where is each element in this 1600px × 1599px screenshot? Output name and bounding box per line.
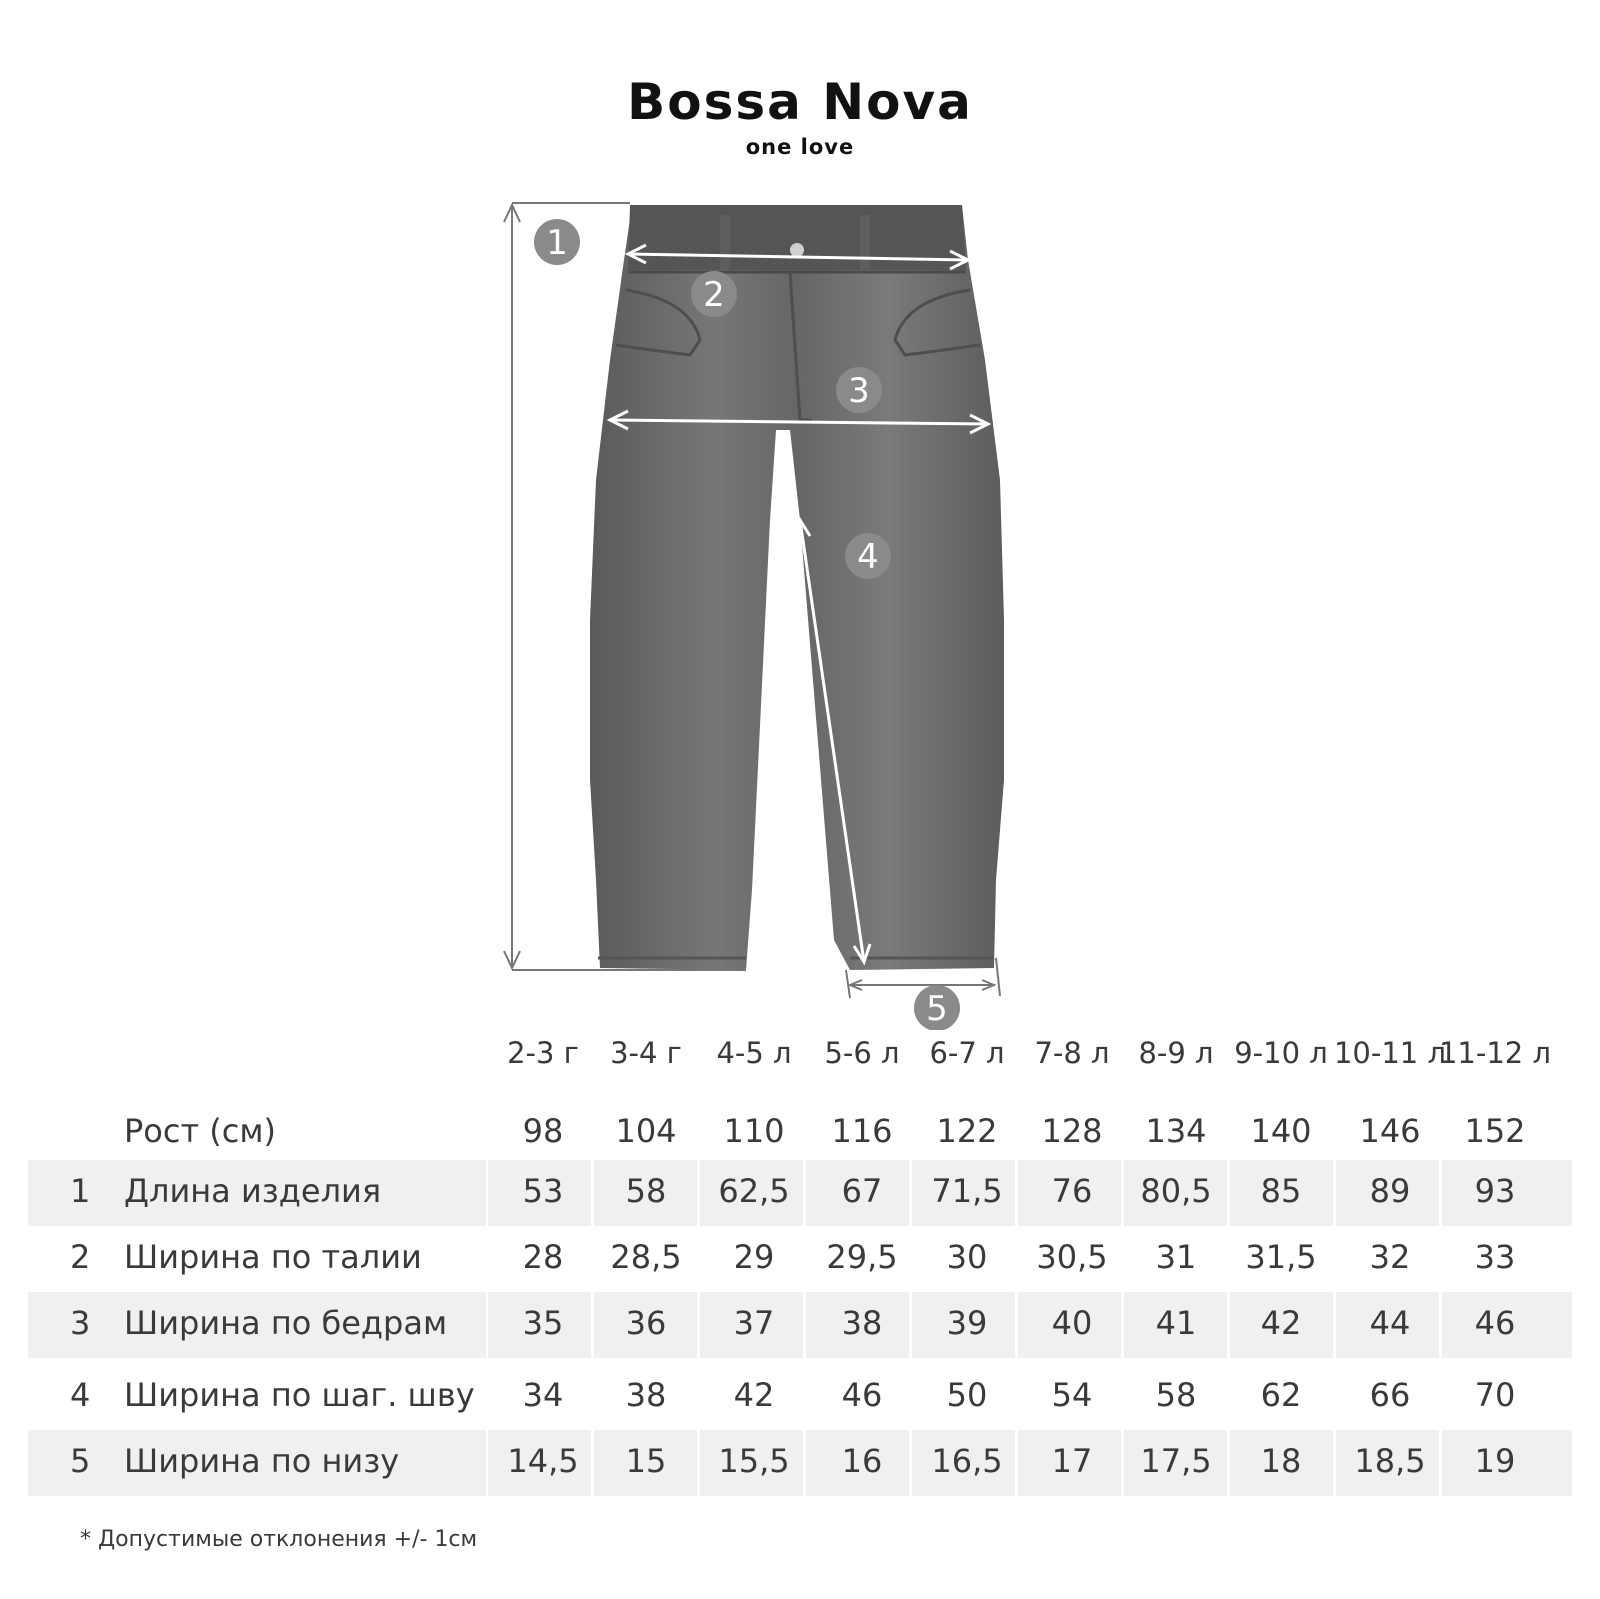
label-4-badge — [845, 533, 891, 579]
label-5-text: 5 — [926, 989, 948, 1029]
row-number: 3 — [70, 1304, 91, 1342]
table-cell: 16,5 — [931, 1442, 1003, 1480]
table-cell: 152 — [1464, 1112, 1526, 1150]
table-cell: 146 — [1359, 1112, 1421, 1150]
size-header-cell: 11-12 л — [1438, 1036, 1552, 1070]
size-header-cell: 4-5 л — [716, 1036, 792, 1070]
table-cell: 62,5 — [718, 1172, 790, 1210]
table-cell: 17 — [1051, 1442, 1093, 1480]
size-header-cell: 5-6 л — [824, 1036, 900, 1070]
table-cell: 32 — [1369, 1238, 1411, 1276]
table-cell: 30 — [946, 1238, 988, 1276]
table-cell: 28 — [522, 1238, 564, 1276]
table-cell: 98 — [522, 1112, 564, 1150]
table-cell: 15 — [625, 1442, 667, 1480]
table-cell: 66 — [1369, 1376, 1411, 1414]
jeans-image — [590, 205, 1004, 970]
table-cell: 140 — [1250, 1112, 1312, 1150]
table-cell: 104 — [615, 1112, 677, 1150]
label-3-text: 3 — [848, 371, 870, 411]
table-cell: 71,5 — [931, 1172, 1003, 1210]
row-number: 2 — [70, 1238, 91, 1276]
table-cell: 85 — [1260, 1172, 1302, 1210]
row-number: 5 — [70, 1442, 91, 1480]
table-cell: 38 — [625, 1376, 667, 1414]
table-cell: 15,5 — [718, 1442, 790, 1480]
row-label: Ширина по бедрам — [124, 1304, 448, 1342]
size-header-cell: 8-9 л — [1138, 1036, 1214, 1070]
table-cell: 30,5 — [1036, 1238, 1108, 1276]
table-cell: 89 — [1369, 1172, 1411, 1210]
table-row — [28, 1100, 1572, 1162]
table-cell: 38 — [841, 1304, 883, 1342]
table-row — [28, 1364, 1572, 1432]
table-cell: 40 — [1051, 1304, 1093, 1342]
label-1-badge — [534, 219, 580, 265]
footnote: * Допустимые отклонения +/- 1см — [80, 1527, 478, 1552]
table-cell: 29,5 — [826, 1238, 898, 1276]
table-cell: 14,5 — [507, 1442, 579, 1480]
table-cell: 36 — [625, 1304, 667, 1342]
table-cell: 62 — [1260, 1376, 1302, 1414]
label-1-text: 1 — [546, 223, 568, 263]
table-row — [28, 1430, 1572, 1496]
table-cell: 31 — [1155, 1238, 1197, 1276]
row-label: Ширина по талии — [124, 1238, 422, 1276]
table-row — [28, 1226, 1572, 1292]
label-2-badge — [691, 271, 737, 317]
table-cell: 80,5 — [1140, 1172, 1212, 1210]
table-cell: 35 — [522, 1304, 564, 1342]
brand-logo — [0, 70, 1600, 160]
table-cell: 33 — [1474, 1238, 1516, 1276]
brand-tagline: one love — [745, 135, 855, 159]
table-cell: 54 — [1051, 1376, 1093, 1414]
table-row — [28, 1160, 1572, 1226]
row-label: Рост (см) — [124, 1112, 276, 1150]
table-cell: 42 — [733, 1376, 775, 1414]
brand-name: Bossa Nova — [627, 73, 973, 131]
table-cell: 16 — [841, 1442, 883, 1480]
table-cell: 29 — [733, 1238, 775, 1276]
table-cell: 28,5 — [610, 1238, 682, 1276]
table-cell: 41 — [1155, 1304, 1197, 1342]
row-number: 4 — [70, 1376, 91, 1414]
size-header-cell: 3-4 г — [610, 1036, 682, 1070]
table-cell: 31,5 — [1245, 1238, 1317, 1276]
label-5-badge — [914, 985, 960, 1030]
row-label: Длина изделия — [124, 1172, 382, 1210]
row-label: Ширина по шаг. шву — [124, 1376, 475, 1414]
table-cell: 128 — [1041, 1112, 1103, 1150]
table-cell: 93 — [1474, 1172, 1516, 1210]
label-4-text: 4 — [857, 537, 879, 577]
size-header-row — [28, 1030, 1572, 1076]
size-header-cell: 2-3 г — [507, 1036, 579, 1070]
table-cell: 116 — [831, 1112, 893, 1150]
table-cell: 19 — [1474, 1442, 1516, 1480]
table-cell: 37 — [733, 1304, 775, 1342]
table-cell: 70 — [1474, 1376, 1516, 1414]
table-cell: 50 — [946, 1376, 988, 1414]
table-cell: 46 — [841, 1376, 883, 1414]
table-cell: 110 — [723, 1112, 785, 1150]
table-cell: 46 — [1474, 1304, 1516, 1342]
size-header-cell: 9-10 л — [1234, 1036, 1328, 1070]
label-2-text: 2 — [703, 275, 725, 315]
table-cell: 39 — [946, 1304, 988, 1342]
table-cell: 58 — [625, 1172, 667, 1210]
table-cell: 18,5 — [1354, 1442, 1426, 1480]
size-header-cell: 6-7 л — [929, 1036, 1005, 1070]
size-header-cell: 7-8 л — [1034, 1036, 1110, 1070]
table-cell: 122 — [936, 1112, 998, 1150]
jeans-measurement-diagram — [0, 180, 1600, 1030]
table-cell: 44 — [1369, 1304, 1411, 1342]
table-cell: 67 — [841, 1172, 883, 1210]
table-cell: 76 — [1051, 1172, 1093, 1210]
table-row — [28, 1292, 1572, 1358]
table-cell: 18 — [1260, 1442, 1302, 1480]
label-3-badge — [836, 367, 882, 413]
row-label: Ширина по низу — [124, 1442, 400, 1480]
table-cell: 53 — [522, 1172, 564, 1210]
table-cell: 17,5 — [1140, 1442, 1212, 1480]
table-cell: 42 — [1260, 1304, 1302, 1342]
table-cell: 34 — [522, 1376, 564, 1414]
table-cell: 134 — [1145, 1112, 1207, 1150]
table-cell: 58 — [1155, 1376, 1197, 1414]
row-number: 1 — [70, 1172, 91, 1210]
size-header-cell: 10-11 л — [1333, 1036, 1447, 1070]
